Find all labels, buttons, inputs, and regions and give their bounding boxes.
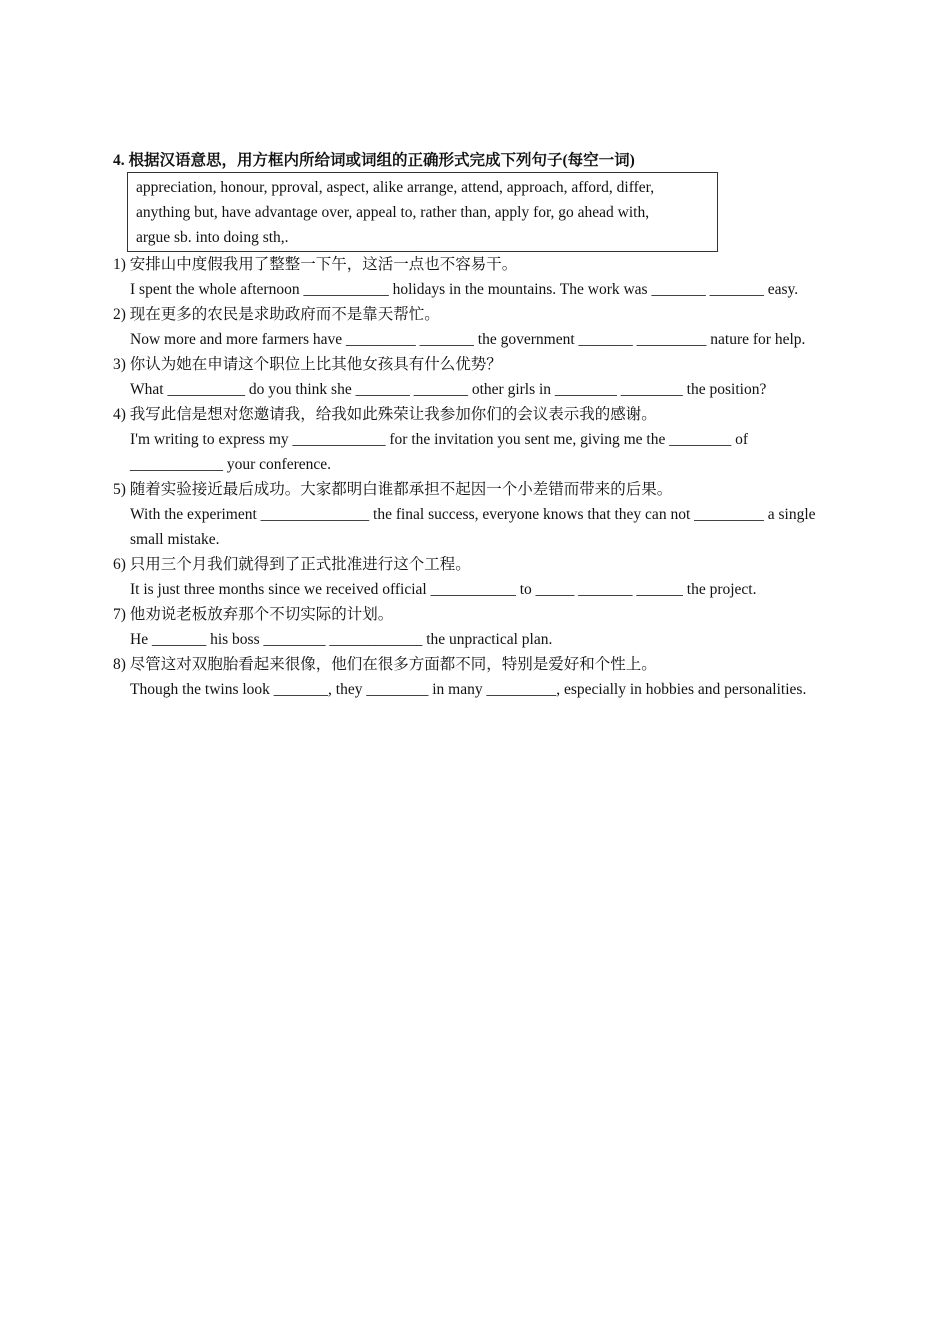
word-bank-line: anything but, have advantage over, appeal to, rather than, apply for, go ahead with, <box>136 204 650 221</box>
item-chinese-prompt: 3) 你认为她在申请这个职位上比其他女孩具有什么优势？ <box>113 356 502 373</box>
exercise-item-6 <box>113 552 833 602</box>
exercise-item-1 <box>113 252 833 302</box>
exercise-item-2 <box>113 302 833 352</box>
item-english-sentence: What __________ do you think she _______ _______ other girls in ________ ________ the position? <box>130 381 767 398</box>
item-english-sentence: He _______ his boss ________ ____________ the unpractical plan. <box>130 631 553 648</box>
item-english-sentence: I spent the whole afternoon ___________ holidays in the mountains. The work was _______ _______ easy. <box>130 281 799 298</box>
item-chinese-prompt: 7) 他劝说老板放弃那个不切实际的计划。 <box>113 606 394 623</box>
word-bank-line: argue sb. into doing sth,. <box>136 229 289 246</box>
exercise-item-5 <box>113 477 833 552</box>
item-chinese-prompt: 6) 只用三个月我们就得到了正式批准进行这个工程。 <box>113 556 471 573</box>
exercise-item-4 <box>113 402 833 477</box>
item-english-sentence: I'm writing to express my ____________ for the invitation you sent me, giving me the ________ of ____________ your conference. <box>130 431 748 473</box>
word-bank-line: appreciation, honour, pproval, aspect, alike arrange, attend, approach, afford, differ, <box>136 179 655 196</box>
item-english-sentence: Though the twins look _______, they ________ in many _________, especially in hobbies and personalities. <box>130 681 807 698</box>
item-chinese-prompt: 2) 现在更多的农民是求助政府而不是靠天帮忙。 <box>113 306 440 323</box>
exercise-item-7 <box>113 602 833 652</box>
item-chinese-prompt: 4) 我写此信是想对您邀请我，给我如此殊荣让我参加你们的会议表示我的感谢。 <box>113 406 657 423</box>
exercise-page <box>113 150 833 702</box>
exercise-item-8 <box>113 652 833 702</box>
item-chinese-prompt: 1) 安排山中度假我用了整整一下午，这活一点也不容易干。 <box>113 256 518 273</box>
item-chinese-prompt: 8) 尽管这对双胞胎看起来很像，他们在很多方面都不同，特别是爱好和个性上。 <box>113 656 657 673</box>
item-chinese-prompt: 5) 随着实验接近最后成功。大家都明白谁都承担不起因一个小差错而带来的后果。 <box>113 481 673 498</box>
item-english-sentence: With the experiment ______________ the final success, everyone knows that they can not _________ a single small mistake. <box>130 506 816 548</box>
word-bank-box <box>127 172 718 252</box>
item-english-sentence: Now more and more farmers have _________ _______ the government _______ _________ nature for help. <box>130 331 806 348</box>
item-english-sentence: It is just three months since we received official ___________ to _____ _______ ______ the project. <box>130 581 757 598</box>
exercise-heading: 4. 根据汉语意思，用方框内所给词或词组的正确形式完成下列句子(每空一词) <box>113 152 635 169</box>
exercise-item-3 <box>113 352 833 402</box>
